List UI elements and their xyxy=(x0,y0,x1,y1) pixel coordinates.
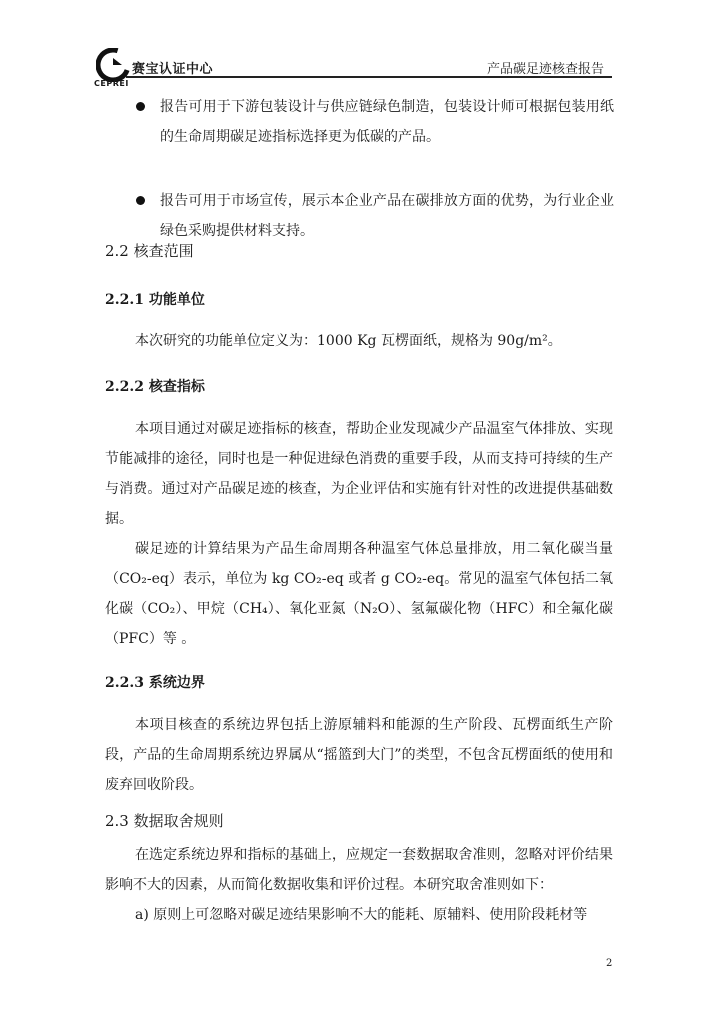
functional-unit-text: 本次研究的功能单位定义为：1000 Kg 瓦楞面纸，规格为 90g/m²。 xyxy=(135,333,562,349)
subsection-heading-2-2-3: 2.2.3 系统边界 xyxy=(105,675,205,691)
cutoff-rule-paragraph: 在选定系统边界和指标的基础上，应规定一套数据取舍准则，忽略对评价结果影响不大的因素，从而简化数据收集和评价过程。本研究取舍准则如下： xyxy=(105,847,613,893)
bullet-text: 报告可用于下游包装设计与供应链绿色制造，包装设计师可根据包装用纸的生命周期碳足迹指标选择更为低碳的产品。 xyxy=(160,99,614,145)
org-abbr: CEPREI xyxy=(94,79,129,88)
section-heading-2-3: 2.3 数据取舍规则 xyxy=(105,812,224,830)
system-boundary-text: 本项目核查的系统边界包括上游原辅料和能源的生产阶段、瓦楞面纸生产阶段，产品的生命周期系统边界属从“摇篮到大门”的类型，不包含瓦楞面纸的使用和废弃回收阶段。 xyxy=(105,717,613,793)
ceprei-logo-icon xyxy=(96,48,130,82)
header-rule xyxy=(126,76,612,78)
bullet-item xyxy=(134,186,614,246)
bullet-item xyxy=(134,92,614,152)
cutoff-rule-item-a: a) 原则上可忽略对碳足迹结果影响不大的能耗、原辅料、使用阶段耗材等 xyxy=(135,907,588,923)
subsection-heading-2-2-1: 2.2.1 功能单位 xyxy=(105,292,205,308)
report-title: 产品碳足迹核查报告 xyxy=(486,62,604,77)
bullet-dot-icon xyxy=(136,102,145,111)
org-name: 赛宝认证中心 xyxy=(132,62,214,77)
section-heading-2-2: 2.2 核查范围 xyxy=(105,242,194,260)
page-number: 2 xyxy=(606,958,613,969)
subsection-heading-2-2-2: 2.2.2 核查指标 xyxy=(105,379,205,395)
bullet-text: 报告可用于市场宣传，展示本企业产品在碳排放方面的优势，为行业企业绿色采购提供材料支持。 xyxy=(160,193,614,239)
indicator-paragraph-2: 碳足迹的计算结果为产品生命周期各种温室气体总量排放，用二氧化碳当量（CO₂-eq）表示，单位为 kg CO₂-eq 或者 g CO₂-eq。常见的温室气体包括二氧化碳（CO₂）、甲烷（CH₄）、氧化亚氮（N₂O）、氢氟碳化物（HFC）和全氟化碳（PFC）等 。 xyxy=(105,541,613,647)
bullet-dot-icon xyxy=(136,196,145,205)
indicator-paragraph-1: 本项目通过对碳足迹指标的核查，帮助企业发现减少产品温室气体排放、实现节能减排的途径，同时也是一种促进绿色消费的重要手段，从而支持可持续的生产与消费。通过对产品碳足迹的核查，为企业评估和实施有针对性的改进提供基础数据。 xyxy=(105,421,613,527)
page-header xyxy=(92,46,612,86)
